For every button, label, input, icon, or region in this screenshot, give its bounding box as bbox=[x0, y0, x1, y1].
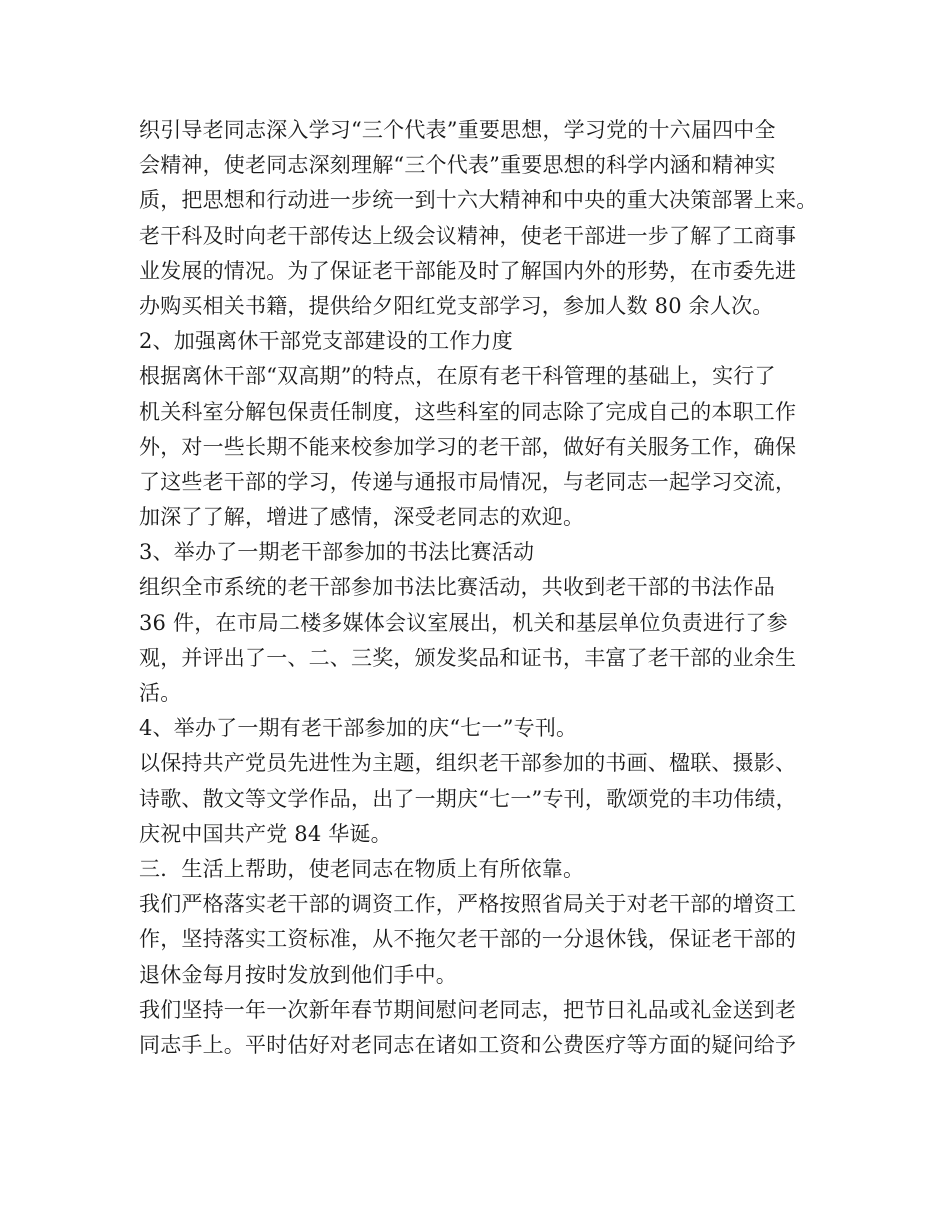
section-heading: 三．生活上帮助，使老同志在物质上有所依靠。 bbox=[139, 856, 585, 881]
text-line: 业发展的情况。为了保证老干部能及时了解国内外的形势，在市委先进 bbox=[139, 258, 797, 283]
section-heading: 4、举办了一期有老干部参加的庆“七一”专刊。 bbox=[139, 716, 578, 741]
text-line: 作，坚持落实工资标准，从不拖欠老干部的一分退休钱，保证老干部的 bbox=[139, 927, 797, 952]
section-heading: 2、加强离休干部党支部建设的工作力度 bbox=[139, 329, 513, 354]
text-line: 我们坚持一年一次新年春节期间慰问老同志，把节日礼品或礼金送到老 bbox=[139, 997, 797, 1022]
text-line: 同志手上。平时估好对老同志在诸如工资和公费医疗等方面的疑问给予 bbox=[139, 1032, 797, 1057]
section-heading: 3、举办了一期老干部参加的书法比赛活动 bbox=[139, 540, 535, 565]
text-line: 以保持共产党员先进性为主题，组织老干部参加的书画、楹联、摄影、 bbox=[139, 751, 797, 776]
text-line: 织引导老同志深入学习“三个代表”重要思想，学习党的十六届四中全 bbox=[139, 118, 776, 142]
text-line: 会精神，使老同志深刻理解“三个代表”重要思想的科学内涵和精神实 bbox=[139, 153, 776, 178]
text-line: 外，对一些长期不能来校参加学习的老干部，做好有关服务工作，确保 bbox=[139, 434, 797, 459]
text-line: 庆祝中国共产党 84 华诞。 bbox=[139, 821, 392, 846]
text-line: 36 件，在市局二楼多媒体会议室展出，机关和基层单位负责进行了参 bbox=[139, 610, 788, 635]
text-line: 加深了了解，增进了感情，深受老同志的欢迎。 bbox=[139, 505, 585, 530]
text-line: 观，并评出了一、二、三奖，颁发奖品和证书，丰富了老干部的业余生 bbox=[139, 645, 797, 670]
text-line: 活。 bbox=[139, 681, 182, 705]
text-line: 退休金每月按时发放到他们手中。 bbox=[139, 962, 457, 987]
text-line: 老干科及时向老干部传达上级会议精神，使老干部进一步了解了工商事 bbox=[139, 223, 797, 248]
text-line: 根据离休干部“双高期”的特点，在原有老干科管理的基础上，实行了 bbox=[139, 364, 776, 389]
text-line: 质，把思想和行动进一步统一到十六大精神和中央的重大决策部署上来。 bbox=[139, 188, 818, 213]
text-line: 机关科室分解包保责任制度，这些科室的同志除了完成自己的本职工作 bbox=[139, 399, 797, 424]
text-line: 了这些老干部的学习，传递与通报市局情况，与老同志一起学习交流， bbox=[139, 469, 797, 494]
text-line: 我们严格落实老干部的调资工作，严格按照省局关于对老干部的增资工 bbox=[139, 892, 797, 917]
body-text bbox=[139, 113, 839, 1063]
text-line: 诗歌、散文等文学作品，出了一期庆“七一”专刊，歌颂党的丰功伟绩， bbox=[139, 786, 797, 811]
text-line: 组织全市系统的老干部参加书法比赛活动，共收到老干部的书法作品 bbox=[139, 575, 775, 600]
text-line: 办购买相关书籍，提供给夕阳红党支部学习，参加人数 80 余人次。 bbox=[139, 293, 774, 318]
